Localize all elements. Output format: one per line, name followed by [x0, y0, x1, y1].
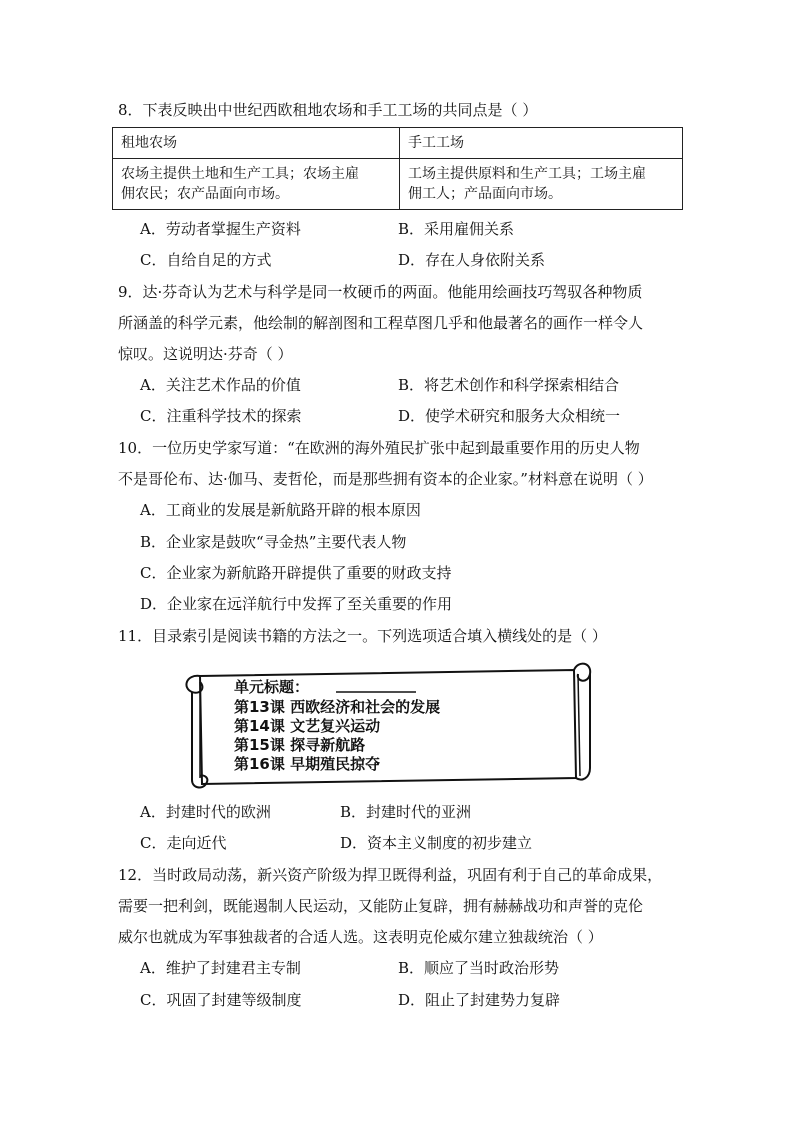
q8-option-d[interactable]: D．存在人身依附关系	[398, 251, 546, 269]
scroll-lesson-14: 第14课 文艺复兴运动	[234, 717, 381, 735]
scroll-lesson-15: 第15课 探寻新航路	[234, 736, 366, 754]
q8-cell-workshop-line1: 工场主提供原料和生产工具；工场主雇	[408, 166, 646, 182]
q9-stem-line3: 惊叹。这说明达·芬奇（ ）	[118, 345, 293, 363]
q8-option-a[interactable]: A．劳动者掌握生产资料	[140, 220, 301, 238]
q12-stem-line2: 需要一把利剑，既能遏制人民运动，又能防止复辟，拥有赫赫战功和声誉的克伦	[118, 897, 644, 915]
q11-option-d[interactable]: D．资本主义制度的初步建立	[340, 834, 533, 852]
q9-option-a[interactable]: A．关注艺术作品的价值	[140, 376, 301, 394]
q8-header-farm: 租地农场	[113, 128, 400, 159]
q12-stem-line3: 威尔也就成为军事独裁者的合适人选。这表明克伦威尔建立独裁统治（ ）	[118, 928, 603, 946]
q12-option-a[interactable]: A．维护了封建君主专制	[140, 959, 301, 977]
scroll-lesson-16: 第16课 早期殖民掠夺	[234, 755, 381, 773]
q10-option-c[interactable]: C．企业家为新航路开辟提供了重要的财政支持	[140, 564, 452, 582]
q9-stem-line1: 9．达·芬奇认为艺术与科学是同一枚硬币的两面。他能用绘画技巧驾驭各种物质	[118, 283, 643, 301]
q11-option-b[interactable]: B．封建时代的亚洲	[340, 803, 472, 821]
q9-option-b[interactable]: B．将艺术创作和科学探索相结合	[398, 376, 620, 394]
q12-option-c[interactable]: C．巩固了封建等级制度	[140, 991, 302, 1009]
q8-option-c[interactable]: C．自给自足的方式	[140, 251, 272, 269]
q8-cell-farm-line2: 佣农民；农产品面向市场。	[121, 186, 289, 202]
q10-option-d[interactable]: D．企业家在远洋航行中发挥了至关重要的作用	[140, 595, 453, 613]
q12-stem-line1: 12．当时政局动荡，新兴资产阶级为捍卫既得利益，巩固有利于自己的革命成果，	[118, 866, 663, 884]
q8-option-b[interactable]: B．采用雇佣关系	[398, 220, 515, 238]
q10-stem-line2: 不是哥伦布、达·伽马、麦哲伦，而是那些拥有资本的企业家。”材料意在说明（ ）	[118, 470, 653, 488]
q12-option-b[interactable]: B．顺应了当时政治形势	[398, 959, 560, 977]
q11-scroll-figure	[178, 658, 594, 792]
q8-cell-workshop	[400, 159, 683, 210]
q8-cell-farm	[113, 159, 400, 210]
q8-cell-workshop-line2: 佣工人；产品面向市场。	[408, 186, 562, 202]
q8-stem: 8．下表反映出中世纪西欧租地农场和手工工场的共同点是（ ）	[118, 101, 538, 119]
q10-option-a[interactable]: A．工商业的发展是新航路开辟的根本原因	[140, 501, 421, 519]
q8-table	[112, 127, 683, 210]
q10-stem-line1: 10．一位历史学家写道：“在欧洲的海外殖民扩张中起到最重要作用的历史人物	[118, 439, 640, 457]
scroll-lesson-13: 第13课 西欧经济和社会的发展	[234, 698, 441, 716]
q9-option-d[interactable]: D．使学术研究和服务大众相统一	[398, 407, 621, 425]
q9-stem-line2: 所涵盖的科学元素，他绘制的解剖图和工程草图几乎和他最著名的画作一样令人	[118, 314, 644, 332]
q8-header-workshop: 手工工场	[400, 128, 683, 159]
scroll-title: 单元标题：	[234, 678, 310, 696]
q11-stem: 11．目录索引是阅读书籍的方法之一。下列选项适合填入横线处的是（ ）	[118, 627, 607, 645]
q11-option-a[interactable]: A．封建时代的欧洲	[140, 803, 271, 821]
q12-option-d[interactable]: D．阻止了封建势力复辟	[398, 991, 561, 1009]
q9-option-c[interactable]: C．注重科学技术的探索	[140, 407, 302, 425]
q8-cell-farm-line1: 农场主提供土地和生产工具；农场主雇	[121, 166, 359, 182]
q11-option-c[interactable]: C．走向近代	[140, 834, 227, 852]
q10-option-b[interactable]: B．企业家是鼓吹“寻金热”主要代表人物	[140, 533, 407, 551]
